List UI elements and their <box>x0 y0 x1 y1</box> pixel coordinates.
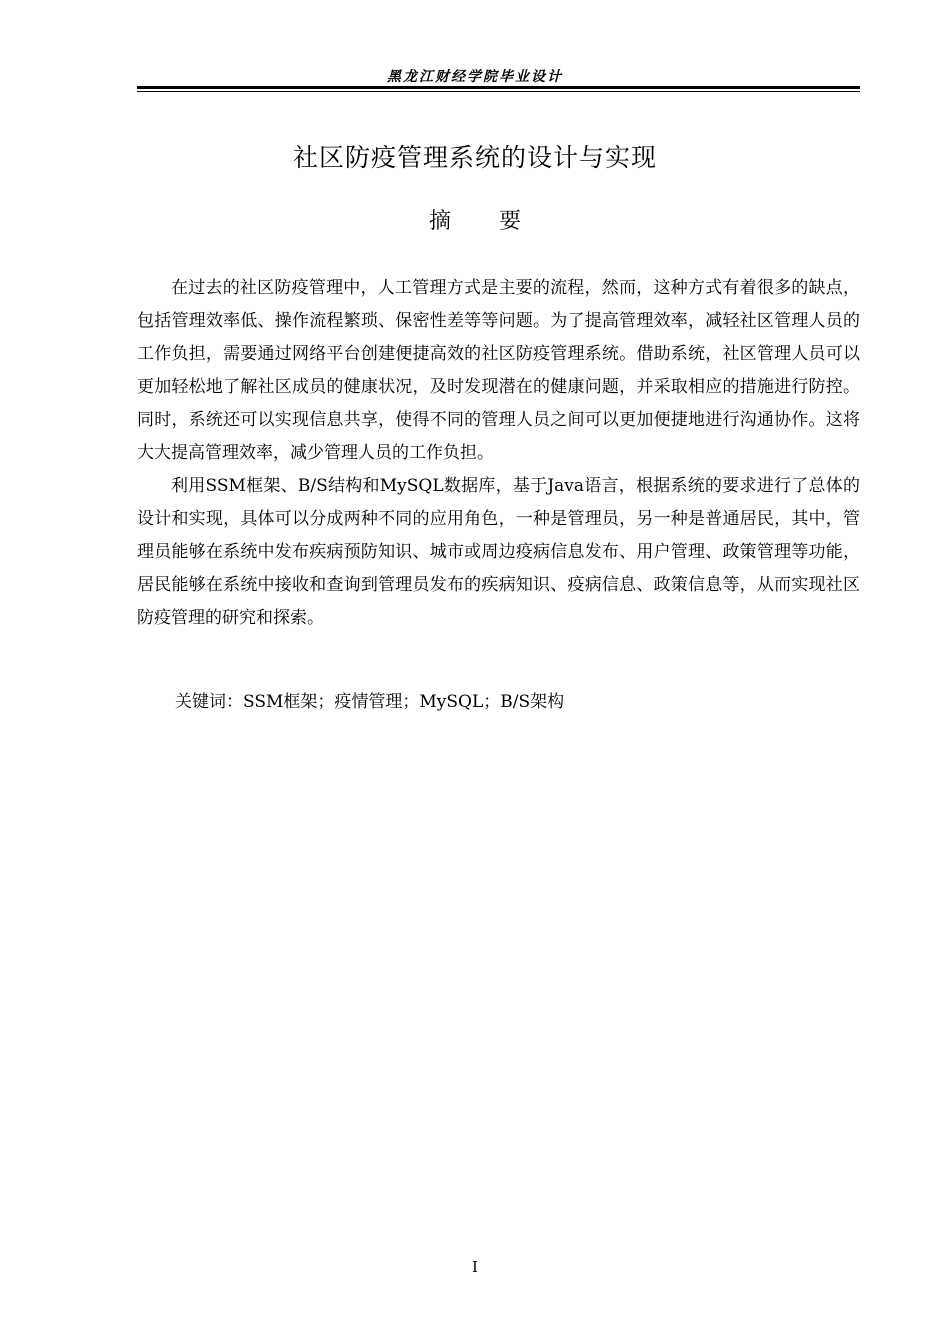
keywords-value: SSM框架；疫情管理；MySQL；B/S架构 <box>243 692 565 712</box>
header-rule-thin <box>137 91 860 92</box>
page-number: I <box>472 1258 478 1276</box>
document-title: 社区防疫管理系统的设计与实现 <box>292 143 657 172</box>
running-header: 黑龙江财经学院毕业设计 <box>387 69 563 85</box>
abstract-body <box>137 272 860 635</box>
abstract-heading <box>0 204 950 235</box>
header-rule-thick <box>137 86 860 89</box>
keywords-label: 关键词： <box>175 692 243 712</box>
abstract-paragraph-1: 在过去的社区防疫管理中，人工管理方式是主要的流程，然而，这种方式有着很多的缺点，包括管理效率低、操作流程繁琐、保密性差等等问题。为了提高管理效率，减轻社区管理人员的工作负担，需要通过网络平台创建便捷高效的社区防疫管理系统。借助系统，社区管理人员可以更加轻松地了解社区成员的健康状况，及时发现潜在的健康问题，并采取相应的措施进行防控。同时，系统还可以实现信息共享，使得不同的管理人员之间可以更加便捷地进行沟通协作。这将大大提高管理效率，减少管理人员的工作负担。 <box>137 278 860 463</box>
abstract-paragraph-2: 利用SSM框架、B/S结构和MySQL数据库，基于Java语言，根据系统的要求进行了总体的设计和实现，具体可以分成两种不同的应用角色，一种是管理员，另一种是普通居民，其中，管理员能够在系统中发布疾病预防知识、城市或周边疫病信息发布、用户管理、政策管理等功能，居民能够在系统中接收和查询到管理员发布的疾病知识、疫病信息、政策信息等，从而实现社区防疫管理的研究和探索。 <box>137 476 860 628</box>
abstract-heading-right: 要 <box>499 209 522 234</box>
keywords-line <box>175 688 564 716</box>
abstract-heading-left: 摘 <box>428 209 451 234</box>
